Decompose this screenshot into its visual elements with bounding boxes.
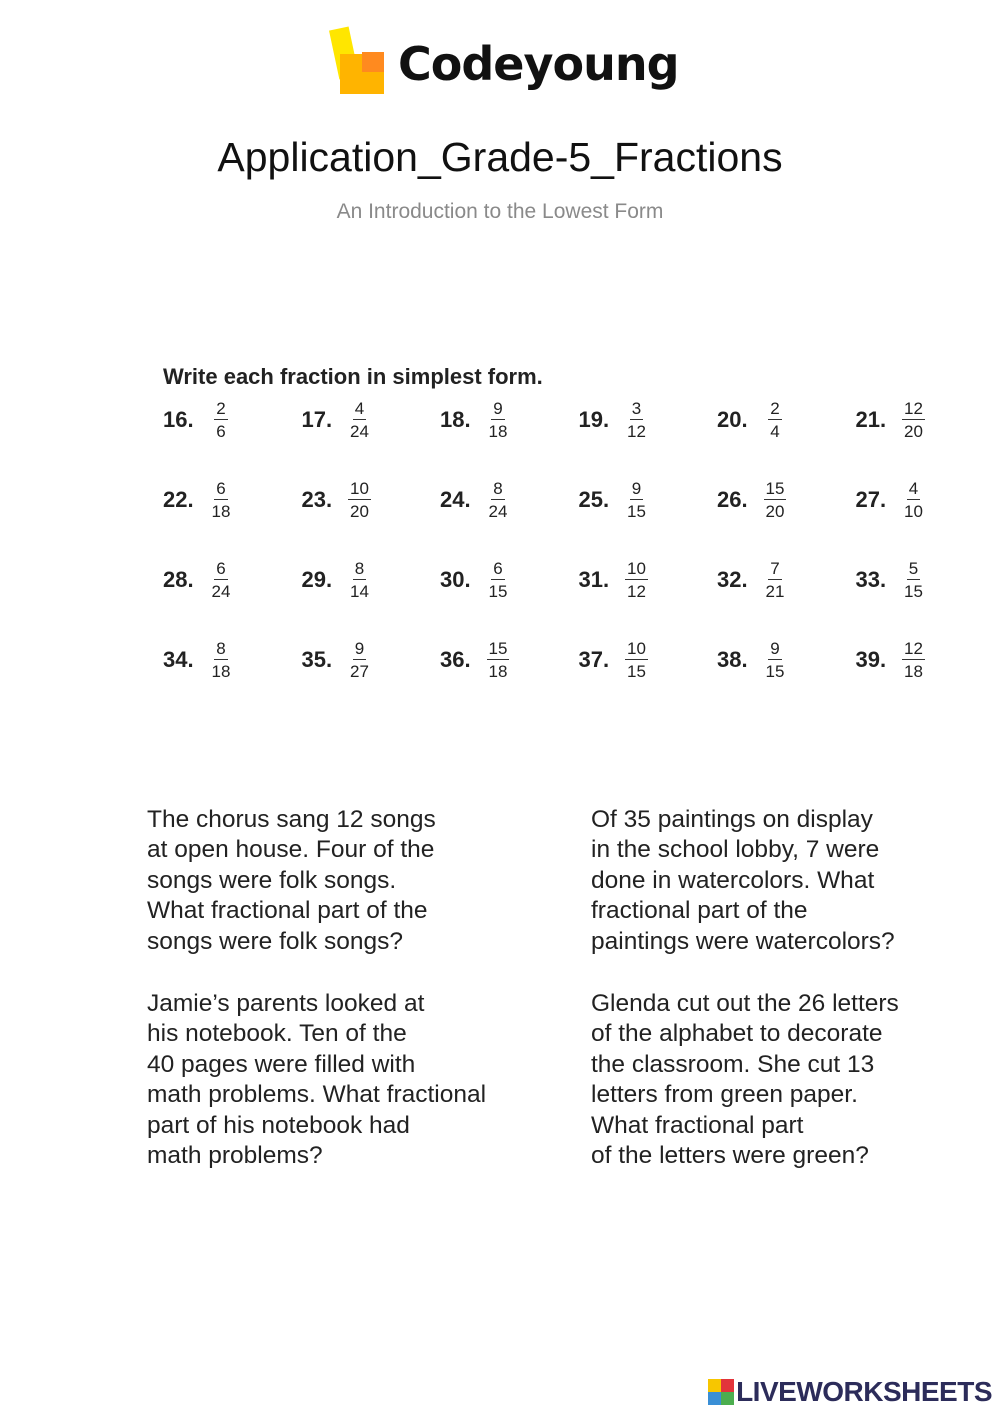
brand-logo bbox=[332, 24, 679, 104]
fraction-item bbox=[856, 477, 995, 523]
fraction bbox=[486, 559, 510, 601]
numerator: 9 bbox=[354, 639, 365, 658]
denominator: 15 bbox=[488, 582, 508, 601]
fraction-item bbox=[163, 637, 302, 683]
fraction bbox=[902, 559, 926, 601]
item-number: 20. bbox=[717, 407, 748, 432]
item-number: 19. bbox=[578, 407, 610, 432]
word-problem: Glenda cut out the 26 letters of the alphabet to decorate the classroom. She cut 13 letters from green paper. What fractional part of the letters were green? bbox=[591, 990, 899, 1170]
item-number: 30. bbox=[440, 567, 471, 592]
numerator: 6 bbox=[216, 479, 226, 498]
fraction bbox=[348, 479, 372, 521]
fraction bbox=[486, 399, 510, 441]
numerator: 10 bbox=[350, 479, 369, 498]
fraction bbox=[486, 479, 510, 521]
fraction-item bbox=[302, 557, 441, 603]
numerator: 4 bbox=[908, 479, 919, 498]
denominator: 20 bbox=[904, 422, 923, 441]
fraction-item bbox=[717, 637, 856, 683]
numerator: 12 bbox=[904, 399, 923, 418]
numerator: 2 bbox=[770, 399, 780, 418]
item-number: 39. bbox=[855, 647, 887, 672]
liveworksheets-watermark bbox=[708, 1376, 992, 1408]
denominator: 20 bbox=[765, 502, 785, 521]
fraction bbox=[625, 639, 649, 681]
denominator: 15 bbox=[627, 502, 646, 521]
watermark-text: LIVEWORKSHEETS bbox=[736, 1376, 992, 1407]
item-number: 35. bbox=[301, 647, 333, 672]
denominator: 15 bbox=[627, 662, 646, 681]
fraction-item bbox=[440, 637, 579, 683]
fraction-item bbox=[302, 397, 441, 443]
numerator: 9 bbox=[493, 399, 503, 418]
fraction bbox=[348, 639, 372, 681]
denominator: 4 bbox=[770, 422, 780, 441]
denominator: 24 bbox=[350, 422, 369, 441]
denominator: 12 bbox=[627, 422, 646, 441]
fraction bbox=[486, 639, 510, 681]
numerator: 15 bbox=[765, 479, 785, 498]
word-problem: Of 35 paintings on display in the school lobby, 7 were done in watercolors. What fractional part of the paintings were watercolors? bbox=[591, 806, 895, 955]
fraction bbox=[763, 639, 787, 681]
item-number: 37. bbox=[578, 647, 610, 672]
fraction bbox=[763, 399, 787, 441]
fraction-item bbox=[302, 637, 441, 683]
denominator: 15 bbox=[765, 662, 785, 681]
fraction bbox=[209, 559, 233, 601]
item-number: 38. bbox=[717, 647, 748, 672]
numerator: 8 bbox=[354, 559, 365, 578]
numerator: 15 bbox=[488, 639, 508, 658]
fraction-item bbox=[717, 397, 856, 443]
numerator: 9 bbox=[631, 479, 642, 498]
item-number: 16. bbox=[163, 407, 194, 432]
denominator: 27 bbox=[350, 662, 369, 681]
word-problems bbox=[147, 805, 947, 1171]
denominator: 6 bbox=[216, 422, 226, 441]
fraction bbox=[348, 399, 372, 441]
item-number: 23. bbox=[301, 487, 333, 512]
worksheet-subtitle: An Introduction to the Lowest Form bbox=[336, 200, 664, 223]
fraction-item bbox=[717, 557, 856, 603]
fraction-item bbox=[856, 637, 995, 683]
fraction-grid bbox=[163, 397, 994, 717]
worksheet-title: Application_Grade-5_Fractions bbox=[217, 134, 783, 180]
exercise-instruction: Write each fraction in simplest form. bbox=[163, 364, 543, 389]
fraction-item bbox=[440, 557, 579, 603]
item-number: 36. bbox=[440, 647, 471, 672]
fraction bbox=[625, 479, 649, 521]
numerator: 8 bbox=[216, 639, 226, 658]
numerator: 10 bbox=[627, 559, 646, 578]
item-number: 25. bbox=[578, 487, 610, 512]
numerator: 8 bbox=[493, 479, 503, 498]
numerator: 12 bbox=[904, 639, 923, 658]
fraction-item bbox=[163, 557, 302, 603]
fraction-item bbox=[856, 397, 995, 443]
numerator: 7 bbox=[770, 559, 780, 578]
denominator: 20 bbox=[350, 502, 369, 521]
fraction-item bbox=[579, 637, 718, 683]
numerator: 3 bbox=[631, 399, 642, 418]
denominator: 10 bbox=[904, 502, 923, 521]
fraction-item bbox=[579, 477, 718, 523]
fraction bbox=[209, 639, 233, 681]
numerator: 6 bbox=[493, 559, 503, 578]
numerator: 2 bbox=[216, 399, 226, 418]
item-number: 34. bbox=[163, 647, 194, 672]
numerator: 4 bbox=[354, 399, 365, 418]
item-number: 33. bbox=[855, 567, 887, 592]
denominator: 18 bbox=[211, 662, 231, 681]
fraction-item bbox=[717, 477, 856, 523]
item-number: 21. bbox=[855, 407, 887, 432]
item-number: 32. bbox=[717, 567, 748, 592]
word-problem: Jamie’s parents looked at his notebook. Ten of the 40 pages were filled with math problems. What fractional part of his notebook had math problems? bbox=[147, 990, 487, 1170]
denominator: 14 bbox=[350, 582, 369, 601]
fraction bbox=[209, 479, 233, 521]
brand-name: Codeyoung bbox=[398, 37, 679, 91]
fraction bbox=[348, 559, 372, 601]
item-number: 17. bbox=[301, 407, 333, 432]
fraction bbox=[625, 399, 649, 441]
fraction bbox=[763, 559, 787, 601]
item-number: 29. bbox=[301, 567, 333, 592]
fraction bbox=[209, 399, 233, 441]
item-number: 24. bbox=[440, 487, 471, 512]
item-number: 22. bbox=[163, 487, 194, 512]
fraction-item bbox=[440, 397, 579, 443]
item-number: 26. bbox=[717, 487, 748, 512]
fraction-item bbox=[163, 397, 302, 443]
numerator: 10 bbox=[627, 639, 646, 658]
codeyoung-logo-icon bbox=[332, 26, 388, 102]
denominator: 18 bbox=[904, 662, 923, 681]
item-number: 27. bbox=[855, 487, 887, 512]
fraction bbox=[902, 639, 926, 681]
fraction bbox=[902, 479, 926, 521]
fraction-item bbox=[440, 477, 579, 523]
denominator: 18 bbox=[488, 422, 508, 441]
denominator: 18 bbox=[488, 662, 508, 681]
fraction-item bbox=[579, 557, 718, 603]
fraction bbox=[902, 399, 926, 441]
denominator: 18 bbox=[211, 502, 231, 521]
fraction-item bbox=[163, 477, 302, 523]
numerator: 5 bbox=[908, 559, 919, 578]
denominator: 15 bbox=[904, 582, 923, 601]
word-problem: The chorus sang 12 songs at open house. Four of the songs were folk songs. What fractional part of the songs were folk songs? bbox=[147, 806, 436, 955]
denominator: 12 bbox=[627, 582, 646, 601]
fraction-item bbox=[302, 477, 441, 523]
denominator: 24 bbox=[211, 582, 231, 601]
denominator: 24 bbox=[488, 502, 508, 521]
denominator: 21 bbox=[765, 582, 785, 601]
fraction bbox=[625, 559, 649, 601]
fraction bbox=[763, 479, 787, 521]
item-number: 18. bbox=[440, 407, 471, 432]
item-number: 28. bbox=[163, 567, 194, 592]
item-number: 31. bbox=[578, 567, 610, 592]
numerator: 9 bbox=[770, 639, 780, 658]
fraction-item bbox=[579, 397, 718, 443]
numerator: 6 bbox=[216, 559, 226, 578]
liveworksheets-logo-icon bbox=[708, 1379, 734, 1405]
fraction-item bbox=[856, 557, 995, 603]
